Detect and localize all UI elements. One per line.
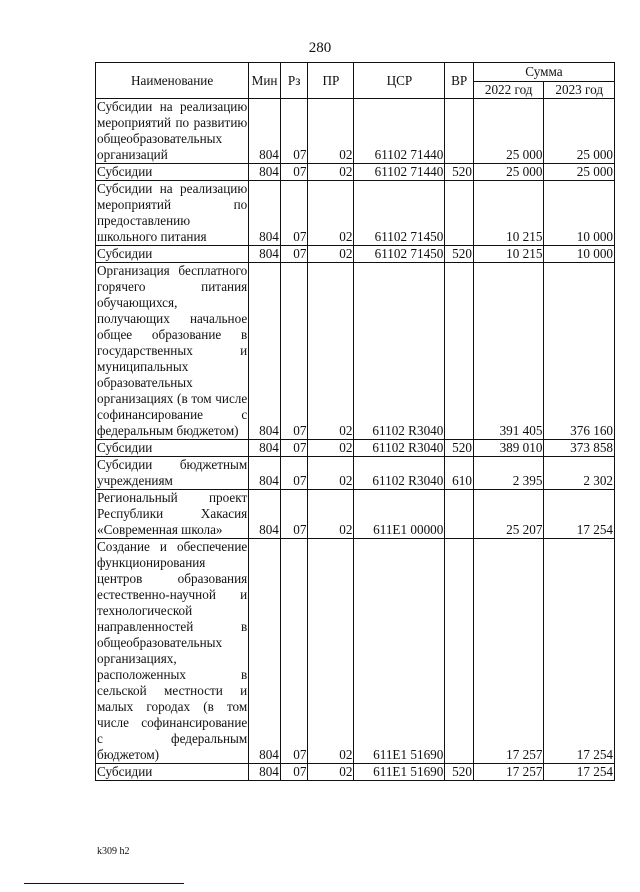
cell-rz: 07	[280, 539, 308, 764]
cell-csr: 611E1 51690	[354, 764, 445, 781]
header-csr: ЦСР	[354, 63, 445, 99]
cell-csr: 61102 71440	[354, 164, 445, 181]
footer-code: k309 h2	[97, 846, 130, 857]
cell-min: 804	[249, 457, 281, 490]
cell-rz: 07	[280, 440, 308, 457]
cell-pr: 02	[308, 99, 354, 164]
cell-rz: 07	[280, 181, 308, 246]
table-row	[96, 490, 615, 539]
cell-csr: 61102 R3040	[354, 457, 445, 490]
cell-name: Региональный проект Республики Хакасия «Современная школа»	[97, 490, 248, 537]
header-year-2023: 2023 год	[544, 82, 615, 99]
cell-name: Субсидии	[96, 246, 249, 263]
cell-min: 804	[249, 181, 281, 246]
cell-sum-2023: 17 254	[544, 539, 615, 764]
cell-vr: 520	[445, 764, 474, 781]
cell-name: Субсидии на реализацию мероприятий по предоставлению школьного питания	[97, 181, 248, 244]
header-vr: ВР	[445, 63, 474, 99]
cell-vr	[445, 99, 474, 164]
table-row	[96, 181, 615, 246]
cell-csr: 611E1 51690	[354, 539, 445, 764]
cell-rz: 07	[280, 246, 308, 263]
cell-pr: 02	[308, 164, 354, 181]
cell-min: 804	[249, 539, 281, 764]
cell-sum-2022: 17 257	[473, 539, 543, 764]
table-row	[96, 263, 615, 440]
cell-pr: 02	[308, 490, 354, 539]
cell-vr: 520	[445, 440, 474, 457]
header-sum: Сумма	[473, 63, 614, 82]
cell-min: 804	[249, 164, 281, 181]
cell-min: 804	[249, 246, 281, 263]
footer-rule	[24, 883, 184, 884]
table-row	[96, 764, 615, 781]
cell-rz: 07	[280, 164, 308, 181]
cell-sum-2023: 373 858	[544, 440, 615, 457]
cell-sum-2022: 17 257	[473, 764, 543, 781]
cell-sum-2022: 389 010	[473, 440, 543, 457]
cell-name: Субсидии	[96, 164, 249, 181]
table-row	[96, 440, 615, 457]
cell-sum-2022: 391 405	[473, 263, 543, 440]
cell-sum-2022: 2 395	[473, 457, 543, 490]
table-row	[96, 164, 615, 181]
cell-vr: 520	[445, 164, 474, 181]
cell-csr: 611E1 00000	[354, 490, 445, 539]
cell-pr: 02	[308, 181, 354, 246]
cell-sum-2023: 376 160	[544, 263, 615, 440]
table-row	[96, 99, 615, 164]
cell-sum-2023: 25 000	[544, 164, 615, 181]
cell-rz: 07	[280, 764, 308, 781]
table-body	[96, 99, 615, 781]
cell-sum-2022: 10 215	[473, 246, 543, 263]
header-min: Мин	[249, 63, 281, 99]
header-pr: ПР	[308, 63, 354, 99]
cell-min: 804	[249, 263, 281, 440]
cell-sum-2023: 2 302	[544, 457, 615, 490]
header-year-2022: 2022 год	[473, 82, 543, 99]
cell-rz: 07	[280, 99, 308, 164]
cell-vr	[445, 539, 474, 764]
cell-name: Субсидии	[96, 440, 249, 457]
table-row	[96, 457, 615, 490]
table-header	[96, 63, 615, 99]
cell-csr: 61102 R3040	[354, 263, 445, 440]
cell-csr: 61102 71440	[354, 99, 445, 164]
cell-rz: 07	[280, 457, 308, 490]
cell-pr: 02	[308, 440, 354, 457]
cell-sum-2022: 25 207	[473, 490, 543, 539]
cell-name: Субсидии	[96, 764, 249, 781]
cell-csr: 61102 R3040	[354, 440, 445, 457]
cell-pr: 02	[308, 764, 354, 781]
cell-pr: 02	[308, 539, 354, 764]
cell-sum-2023: 17 254	[544, 764, 615, 781]
cell-name: Субсидии на реализацию мероприятий по развитию общеобразовательных организаций	[97, 99, 248, 162]
header-name: Наименование	[96, 63, 249, 99]
budget-table	[95, 62, 615, 781]
cell-vr	[445, 181, 474, 246]
cell-csr: 61102 71450	[354, 246, 445, 263]
cell-min: 804	[249, 440, 281, 457]
cell-name: Субсидии бюджетным учреждениям	[97, 457, 248, 488]
cell-pr: 02	[308, 246, 354, 263]
cell-pr: 02	[308, 263, 354, 440]
cell-sum-2023: 17 254	[544, 490, 615, 539]
cell-name: Организация бесплатного горячего питания обучающихся, получающих начальное общее образование в государственных и муниципальных образовательных организациях (в том числе софинансирование с федеральным бюджетом)	[97, 263, 248, 438]
cell-pr: 02	[308, 457, 354, 490]
cell-sum-2023: 10 000	[544, 181, 615, 246]
cell-vr	[445, 263, 474, 440]
table-row	[96, 246, 615, 263]
cell-name: Создание и обеспечение функционирования центров образования естественно-научной и технологической направленностей в общеобразовательных организациях, расположенных в сельской местности и малых городах (в том числе софинансирование с федеральным бюджетом)	[97, 539, 248, 762]
cell-sum-2022: 10 215	[473, 181, 543, 246]
cell-min: 804	[249, 490, 281, 539]
cell-min: 804	[249, 764, 281, 781]
cell-vr: 610	[445, 457, 474, 490]
cell-sum-2022: 25 000	[473, 99, 543, 164]
cell-csr: 61102 71450	[354, 181, 445, 246]
cell-vr: 520	[445, 246, 474, 263]
cell-rz: 07	[280, 490, 308, 539]
cell-sum-2023: 10 000	[544, 246, 615, 263]
cell-sum-2022: 25 000	[473, 164, 543, 181]
table-row	[96, 539, 615, 764]
cell-rz: 07	[280, 263, 308, 440]
cell-min: 804	[249, 99, 281, 164]
page-number: 280	[308, 40, 332, 56]
cell-vr	[445, 490, 474, 539]
cell-sum-2023: 25 000	[544, 99, 615, 164]
header-rz: Рз	[280, 63, 308, 99]
